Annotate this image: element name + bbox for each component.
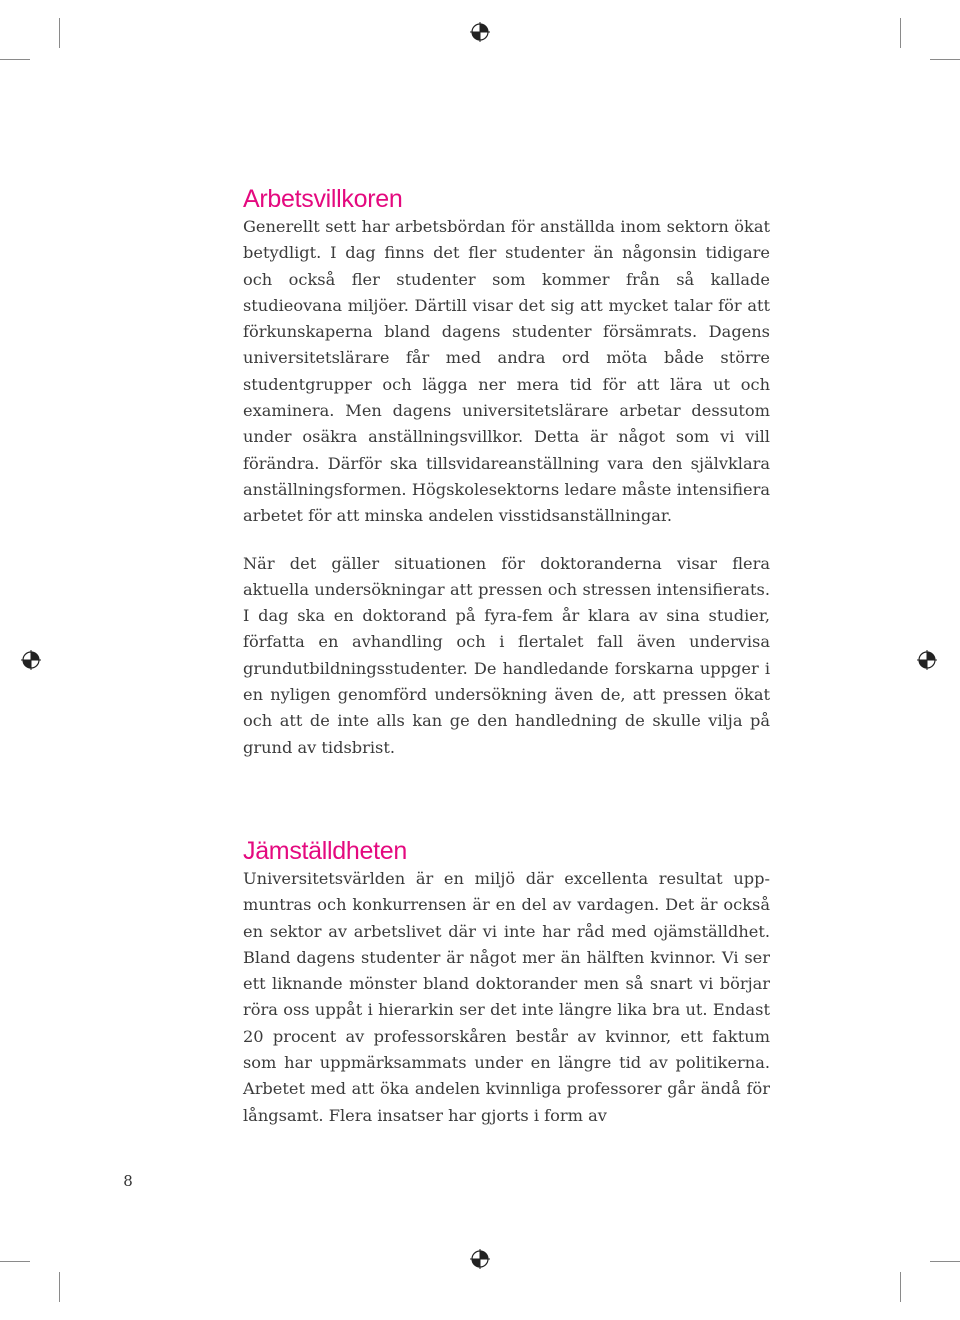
- crop-mark: [930, 59, 960, 60]
- registration-mark-icon: [470, 1249, 490, 1269]
- main-content: [243, 180, 770, 1129]
- section-heading-jamstalldheten: Jämställdheten: [243, 836, 407, 865]
- crop-mark: [59, 1272, 60, 1302]
- body-paragraph: Universitetsvärlden är en miljö där excellenta resultat uppmuntras och konkurrensen är en del av vardagen. Det är också en sektor av arbetslivet där vi inte har råd med ojämställdhet. Bland dagens studenter är något mer än hälften kvinnor. Vi ser ett liknande mönster bland doktorander men så snart vi börjar röra oss uppåt i hierarkin ser det inte längre lika bra ut. Endast 20 procent av professorskåren består av kvinnor, ett faktum som har uppmärksammats under en längre tid av politikerna. Arbetet med att öka andelen kvinnliga professorer går ändå för långsamt. Flera insatser har gjorts i form av: [243, 868, 770, 1125]
- crop-mark: [900, 1272, 901, 1302]
- crop-mark: [0, 59, 30, 60]
- crop-mark: [900, 18, 901, 48]
- registration-mark-icon: [917, 650, 937, 670]
- crop-mark: [59, 18, 60, 48]
- body-paragraph: Generellt sett har arbetsbördan för anställda inom sektorn ökat betydligt. I dag finns det fler studenter än någonsin tidigare och också fler studenter som kommer från så kallade studieovana miljöer. Därtill visar det sig att mycket talar för att förkunskaperna bland dagens studenter försämrats. Dagens universitetslärare får med andra ord möta både större studentgrupper och lägga ner mera tid för att lära ut och examinera. Men dagens universitetslärare arbetar dessutom under osäkra anställningsvillkor. Detta är något som vi vill förändra. Därför ska tillsvidareanställning vara den självklara anställningsformen. Högskolesektorns ledare måste intensifiera arbetet för att minska andelen visstidsanställningar.: [243, 217, 770, 526]
- body-paragraph: När det gäller situationen för doktoranderna visar flera aktuella undersökningar att pressen och stressen intensifierats. I dag ska en doktorand på fyra-fem år klara av sina studier, författa en avhandling och i flertalet fall även undervisa grundutbildningsstudenter. De handledande forskarna uppger i en nyligen genomförd undersökning även de, att pressen ökat och att de inte alls kan ge den handledning de skulle vilja på grund av tidsbrist.: [243, 553, 770, 757]
- registration-mark-icon: [21, 650, 41, 670]
- crop-mark: [0, 1261, 30, 1262]
- page-number: 8: [123, 1172, 133, 1190]
- registration-mark-icon: [470, 22, 490, 42]
- section-heading-arbetsvillkoren: Arbetsvillkoren: [243, 185, 403, 213]
- crop-mark: [930, 1261, 960, 1262]
